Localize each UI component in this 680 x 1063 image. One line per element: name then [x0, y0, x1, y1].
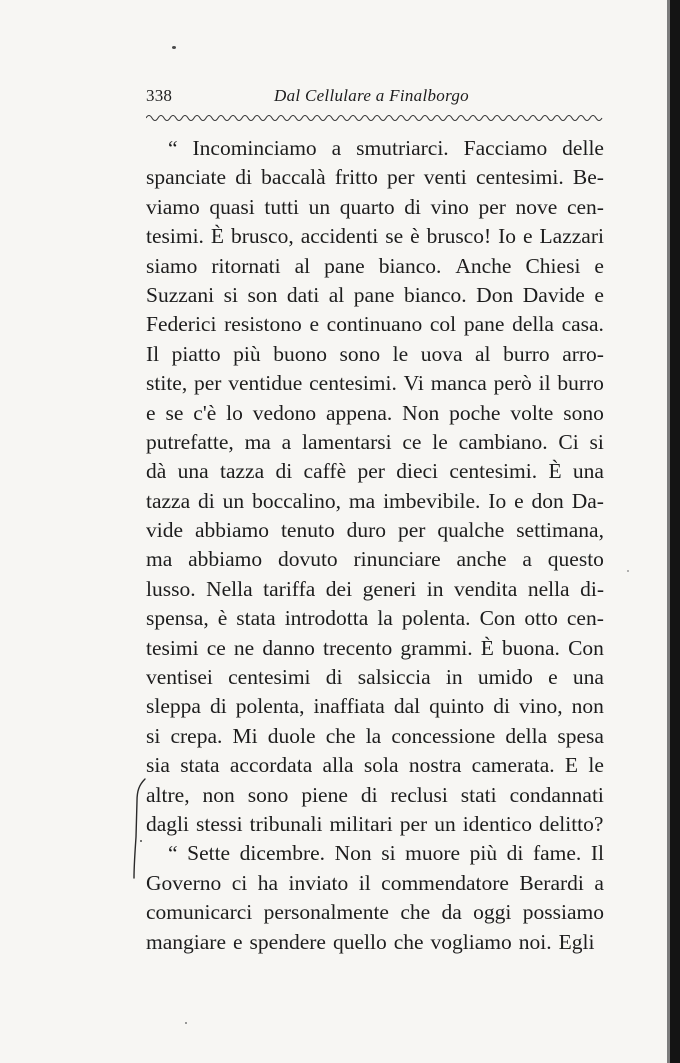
word: la — [377, 606, 393, 631]
word: che — [325, 723, 356, 748]
word: se — [165, 400, 184, 425]
word: accordata — [229, 753, 313, 778]
word: dagli — [146, 811, 189, 836]
word: Mi — [232, 723, 258, 748]
word: Egli — [558, 929, 595, 954]
word: abbiamo — [194, 518, 270, 543]
word: possiamo — [522, 900, 604, 925]
word: È — [548, 459, 562, 484]
word: Berardi — [519, 870, 584, 895]
word: brusco, — [231, 224, 294, 249]
word: vogliamo — [430, 929, 512, 954]
word: Sette — [187, 841, 231, 866]
word: e — [233, 929, 243, 954]
word: Facciamo — [463, 136, 548, 160]
text-line — [146, 634, 604, 663]
word: E — [564, 753, 579, 778]
text-line — [146, 252, 604, 281]
word: delitto? — [538, 811, 604, 836]
word: pane — [353, 282, 395, 307]
word: stata — [236, 606, 276, 631]
word: identico — [462, 811, 532, 836]
text-line — [146, 722, 604, 751]
word: manca — [430, 371, 487, 396]
word: a — [331, 136, 342, 160]
word: È — [480, 635, 494, 660]
word: viamo — [146, 194, 200, 219]
word: Non — [402, 400, 440, 425]
word: Incominciamo — [192, 136, 317, 160]
word: burro — [557, 371, 604, 396]
word: si — [223, 282, 238, 307]
word: Lazzari — [539, 224, 604, 249]
print-speck — [627, 570, 629, 572]
word: Be- — [572, 165, 604, 190]
word: Anche — [455, 253, 512, 278]
word: di — [404, 194, 422, 219]
word: per — [194, 371, 222, 396]
word: condannati — [509, 782, 604, 807]
word: abbiamo — [188, 547, 263, 572]
word: che — [393, 929, 424, 954]
word: noi. — [518, 929, 552, 954]
word: rinunciare — [353, 547, 441, 572]
word: al — [475, 341, 491, 366]
word: Con — [568, 635, 604, 660]
word: stata — [180, 753, 220, 778]
word: per — [357, 459, 385, 484]
word: venti — [423, 165, 467, 190]
word: reclusi — [390, 782, 448, 807]
word: Vi — [403, 371, 424, 396]
word: vino — [430, 194, 469, 219]
word: che — [400, 900, 431, 925]
text-line — [146, 898, 604, 927]
pencil-margin-mark — [133, 777, 147, 880]
text-line — [146, 839, 604, 868]
word: nella — [527, 576, 570, 601]
text-line — [146, 663, 604, 692]
word: brusco! — [426, 224, 492, 249]
word: Governo — [146, 870, 222, 895]
word: settimana, — [516, 518, 604, 543]
word: al — [294, 253, 311, 278]
text-line — [146, 810, 604, 839]
word: e — [594, 253, 604, 278]
word: sono — [339, 341, 381, 366]
word: centesimi — [228, 665, 311, 690]
word: col — [429, 312, 457, 337]
running-header — [146, 84, 604, 108]
word: trecento — [323, 635, 393, 660]
word: vedono — [252, 400, 317, 425]
word: duro — [346, 518, 387, 543]
word: bianco. — [378, 253, 442, 278]
running-title: Dal Cellulare a Finalborgo — [274, 86, 469, 105]
word: caffè — [303, 459, 347, 484]
word: vino, — [518, 694, 563, 719]
word: dei — [325, 576, 353, 601]
word: per — [387, 165, 415, 190]
word: ventidue — [228, 371, 303, 396]
word: Il — [590, 841, 604, 866]
word: continuano — [326, 312, 423, 337]
word: di — [235, 165, 252, 190]
word: per — [478, 194, 506, 219]
word: le — [588, 753, 604, 778]
word: per — [398, 518, 426, 543]
word: Ci — [558, 429, 579, 454]
word: sola — [363, 753, 399, 778]
word: centesimi. — [449, 459, 538, 484]
word: resistono — [224, 312, 302, 337]
word: generi — [362, 576, 417, 601]
word: bianco. — [403, 282, 467, 307]
word: le — [392, 341, 409, 366]
word: volte — [510, 400, 554, 425]
print-speck — [172, 46, 176, 49]
text-line — [146, 692, 604, 721]
text-line — [146, 399, 604, 428]
word: crepa. — [170, 723, 223, 748]
word: quarto — [339, 194, 395, 219]
text-line — [146, 369, 604, 398]
word: tesimi — [146, 635, 199, 660]
word: di — [210, 694, 227, 719]
word: in — [426, 576, 444, 601]
word: quinto — [429, 694, 485, 719]
word: duole — [267, 723, 316, 748]
word: spanciate — [146, 165, 226, 190]
word: si — [146, 723, 161, 748]
word: qualche — [437, 518, 505, 543]
word: c'è — [193, 400, 217, 425]
text-line — [146, 457, 604, 486]
word: di — [493, 694, 510, 719]
word: spensa, — [146, 606, 209, 631]
word: da — [441, 900, 462, 925]
text-line — [146, 340, 604, 369]
word: casa. — [561, 312, 604, 337]
word: una — [572, 665, 604, 690]
word: una — [572, 459, 604, 484]
word: inviato — [288, 870, 349, 895]
word: se — [385, 224, 404, 249]
word: fame. — [532, 841, 582, 866]
word: si — [381, 841, 396, 866]
word: ma — [146, 547, 173, 572]
word: “ — [168, 136, 178, 160]
word: di — [275, 459, 293, 484]
word: tutti — [264, 194, 300, 219]
word: di — [506, 841, 524, 866]
print-speck — [185, 1022, 187, 1024]
word: dal — [393, 694, 421, 719]
word: quasi — [209, 194, 255, 219]
word: Il — [146, 341, 160, 366]
text-line — [146, 163, 604, 192]
word: Da- — [571, 488, 604, 513]
word: polenta, — [235, 694, 305, 719]
word: e — [146, 400, 156, 425]
word: muore — [405, 841, 461, 866]
text-line — [146, 751, 604, 780]
word: ma — [348, 488, 376, 513]
word: arro- — [562, 341, 604, 366]
word: Non — [334, 841, 372, 866]
word: in — [445, 665, 463, 690]
word: tariffa — [263, 576, 316, 601]
word: più — [233, 341, 261, 366]
word: si — [589, 429, 604, 454]
word: don — [531, 488, 564, 513]
word: spesa — [557, 723, 604, 748]
word: nostra — [408, 753, 462, 778]
word: dicembre. — [239, 841, 326, 866]
word: umido — [477, 665, 533, 690]
text-line — [146, 193, 604, 222]
word: tazza — [220, 459, 265, 484]
word: cen- — [566, 194, 604, 219]
word: sleppa — [146, 694, 201, 719]
body-text — [146, 134, 604, 957]
word: danno — [262, 635, 315, 660]
word: per — [399, 811, 428, 836]
word: un — [308, 194, 331, 219]
word: di — [360, 782, 378, 807]
word: al — [328, 282, 345, 307]
word: spendere — [249, 929, 326, 954]
word: ha — [257, 870, 279, 895]
word: però — [493, 371, 532, 396]
word: piatto — [171, 341, 221, 366]
word: otto — [524, 606, 558, 631]
word: boccalino, — [252, 488, 342, 513]
word: camerata. — [471, 753, 555, 778]
word: di — [198, 488, 215, 513]
text-line — [146, 487, 604, 516]
word: Don — [476, 282, 514, 307]
word: “ — [168, 841, 178, 866]
word: militari — [329, 811, 393, 836]
word: Con — [479, 606, 516, 631]
word: piene — [301, 782, 348, 807]
word: a — [594, 870, 604, 895]
word: poche — [449, 400, 501, 425]
word: inaffiata — [313, 694, 385, 719]
word: smutriarci. — [356, 136, 449, 160]
word: di- — [580, 576, 604, 601]
word: a — [522, 547, 532, 572]
text-line — [146, 781, 604, 810]
word: è — [410, 224, 420, 249]
word: e — [309, 312, 319, 337]
word: appena. — [326, 400, 393, 425]
text-line — [146, 134, 604, 163]
word: commendatore — [381, 870, 509, 895]
word: Davide — [522, 282, 585, 307]
word: sia — [146, 753, 170, 778]
word: oggi — [473, 900, 512, 925]
word: a — [281, 429, 292, 454]
word: accidenti — [300, 224, 379, 249]
word: non — [202, 782, 235, 807]
word: putrefatte, — [146, 429, 234, 454]
word: siamo — [146, 253, 198, 278]
word: tenuto — [280, 518, 335, 543]
word: Federici — [146, 312, 217, 337]
text-line — [146, 310, 604, 339]
word: fritto — [334, 165, 378, 190]
word: questo — [547, 547, 604, 572]
word: il — [538, 371, 551, 396]
word: personalmente — [263, 900, 389, 925]
word: non — [571, 694, 604, 719]
word: altre, — [146, 782, 190, 807]
word: È — [210, 224, 225, 249]
word: centesimi. — [475, 165, 564, 190]
word: sono — [563, 400, 604, 425]
word: di — [325, 665, 343, 690]
word: lamentarsi — [302, 429, 392, 454]
word: è — [217, 606, 228, 631]
word: tribunali — [249, 811, 323, 836]
word: lusso. — [146, 576, 196, 601]
word: buona. — [502, 635, 560, 660]
word: le — [432, 429, 448, 454]
word: imbevibile. — [383, 488, 481, 513]
text-line — [146, 575, 604, 604]
word: pane — [324, 253, 365, 278]
text-line — [146, 604, 604, 633]
page-binding-edge — [670, 0, 680, 1063]
text-line — [146, 869, 604, 898]
word: nove — [515, 194, 558, 219]
word: Chiesi — [525, 253, 581, 278]
word: il — [358, 870, 371, 895]
word: dà — [146, 459, 167, 484]
word: dati — [286, 282, 320, 307]
word: buono — [273, 341, 327, 366]
word: una — [177, 459, 209, 484]
word: un — [434, 811, 456, 836]
word: anche — [456, 547, 507, 572]
word: la — [365, 723, 382, 748]
text-line — [146, 545, 604, 574]
word: sono — [247, 782, 289, 807]
word: son — [247, 282, 278, 307]
word: introdotta — [284, 606, 369, 631]
word: dovuto — [277, 547, 338, 572]
word: salsiccia — [357, 665, 431, 690]
text-line — [146, 516, 604, 545]
word: Io — [498, 224, 517, 249]
word: vide — [146, 518, 184, 543]
word: lo — [226, 400, 243, 425]
text-line — [146, 222, 604, 251]
word: ne — [233, 635, 255, 660]
word: mangiare — [146, 929, 226, 954]
word: tesimi. — [146, 224, 204, 249]
word: centesimi. — [309, 371, 397, 396]
word: un — [222, 488, 245, 513]
word: della — [505, 723, 548, 748]
word: ma — [244, 429, 271, 454]
word: cen- — [566, 606, 604, 631]
word: baccalà — [261, 165, 326, 190]
word: e — [523, 224, 533, 249]
word: stati — [460, 782, 497, 807]
word: della — [512, 312, 554, 337]
word: più — [469, 841, 498, 866]
word: dieci — [396, 459, 439, 484]
word: e — [514, 488, 524, 513]
word: ritornati — [211, 253, 281, 278]
word: stite, — [146, 371, 188, 396]
text-line — [146, 428, 604, 457]
word: e — [548, 665, 558, 690]
word: stessi — [196, 811, 243, 836]
word: polenta. — [401, 606, 471, 631]
page-number: 338 — [146, 86, 173, 105]
word: uova — [420, 341, 463, 366]
word: ce — [206, 635, 226, 660]
word: pane — [463, 312, 505, 337]
word: grammi. — [400, 635, 473, 660]
word: e — [594, 282, 604, 307]
word: ci — [231, 870, 248, 895]
word: ventisei — [146, 665, 213, 690]
word: burro — [503, 341, 550, 366]
word: ce — [402, 429, 422, 454]
word: tazza — [146, 488, 191, 513]
word: cambiano. — [458, 429, 548, 454]
word: Io — [488, 488, 507, 513]
word: delle — [562, 136, 604, 160]
word: quello — [332, 929, 387, 954]
text-line — [146, 281, 604, 310]
word: Nella — [206, 576, 253, 601]
wavy-rule-ornament — [146, 111, 604, 125]
word: Suzzani — [146, 282, 215, 307]
word: concessione — [391, 723, 496, 748]
text-line — [146, 928, 604, 957]
word: comunicarci — [146, 900, 253, 925]
word: alla — [322, 753, 354, 778]
word: vendita — [454, 576, 518, 601]
